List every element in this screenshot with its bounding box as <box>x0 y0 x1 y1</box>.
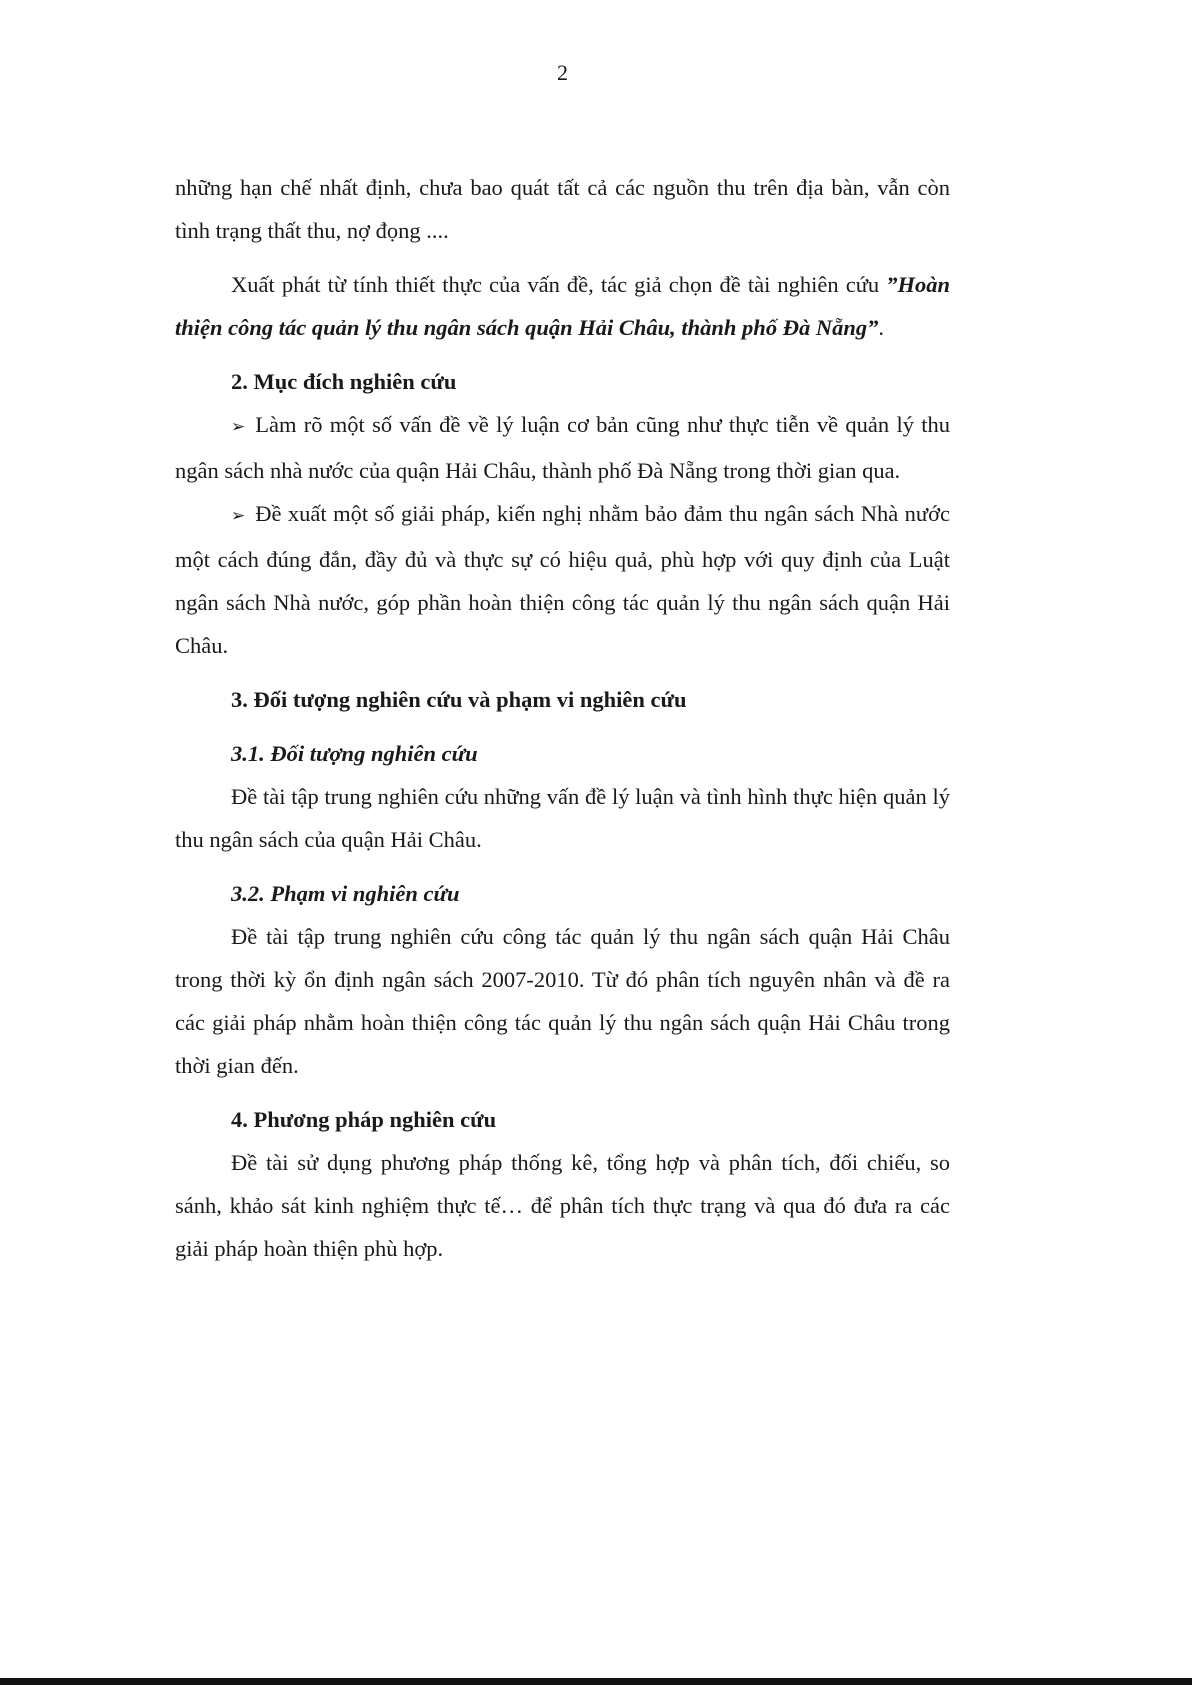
section-4-heading: 4. Phương pháp nghiên cứu <box>231 1107 497 1132</box>
page-number: 2 <box>557 60 568 85</box>
arrowhead-right-icon: ➢ <box>231 417 246 437</box>
document-body <box>175 166 950 1270</box>
topic-choice-prefix: Xuất phát từ tính thiết thực của vấn đề, tác giả chọn đề tài nghiên cứu <box>231 272 887 297</box>
section-4-paragraph: Đề tài sử dụng phương pháp thống kê, tổng hợp và phân tích, đối chiếu, so sánh, khảo sát kinh nghiệm thực tế… để phân tích thực trạng và qua đó đưa ra các giải pháp hoàn thiện phù hợp. <box>175 1150 950 1261</box>
section-3-1-heading: 3.1. Đối tượng nghiên cứu <box>231 741 478 766</box>
topic-choice-paragraph <box>175 263 950 349</box>
section-3-2-paragraph: Đề tài tập trung nghiên cứu công tác quản lý thu ngân sách quận Hải Châu trong thời kỳ ổn định ngân sách 2007-2010. Từ đó phân tích nguyên nhân và đề ra các giải pháp nhằm hoàn thiện công tác quản lý thu ngân sách quận Hải Châu trong thời gian đến. <box>175 924 950 1078</box>
page-bottom-edge <box>0 1678 1192 1685</box>
section-2-bullet-2 <box>175 492 950 667</box>
arrowhead-right-icon: ➢ <box>231 506 246 526</box>
section-2-heading: 2. Mục đích nghiên cứu <box>231 369 457 394</box>
topic-choice-suffix: . <box>878 315 884 340</box>
section-3-heading: 3. Đối tượng nghiên cứu và phạm vi nghiên cứu <box>231 687 687 712</box>
section-2-bullet-1 <box>175 403 950 492</box>
section-2-bullet-1-text: Làm rõ một số vấn đề về lý luận cơ bản cũng như thực tiễn về quản lý thu ngân sách nhà nước của quận Hải Châu, thành phố Đà Nẵng trong thời gian qua. <box>175 412 950 483</box>
section-2-bullet-2-text: Đề xuất một số giải pháp, kiến nghị nhằm bảo đảm thu ngân sách Nhà nước một cách đúng đắn, đầy đủ và thực sự có hiệu quả, phù hợp với quy định của Luật ngân sách Nhà nước, góp phần hoàn thiện công tác quản lý thu ngân sách quận Hải Châu. <box>175 501 950 658</box>
section-3-1-paragraph: Đề tài tập trung nghiên cứu những vấn đề lý luận và tình hình thực hiện quản lý thu ngân sách của quận Hải Châu. <box>175 784 950 852</box>
section-3-2-heading: 3.2. Phạm vi nghiên cứu <box>231 881 460 906</box>
intro-continuation-paragraph: những hạn chế nhất định, chưa bao quát tất cả các nguồn thu trên địa bàn, vẫn còn tình trạng thất thu, nợ đọng .... <box>175 175 950 243</box>
topic-title: ”Hoàn thiện công tác quản lý thu ngân sách quận Hải Châu, thành phố Đà Nẵng” <box>175 272 950 340</box>
